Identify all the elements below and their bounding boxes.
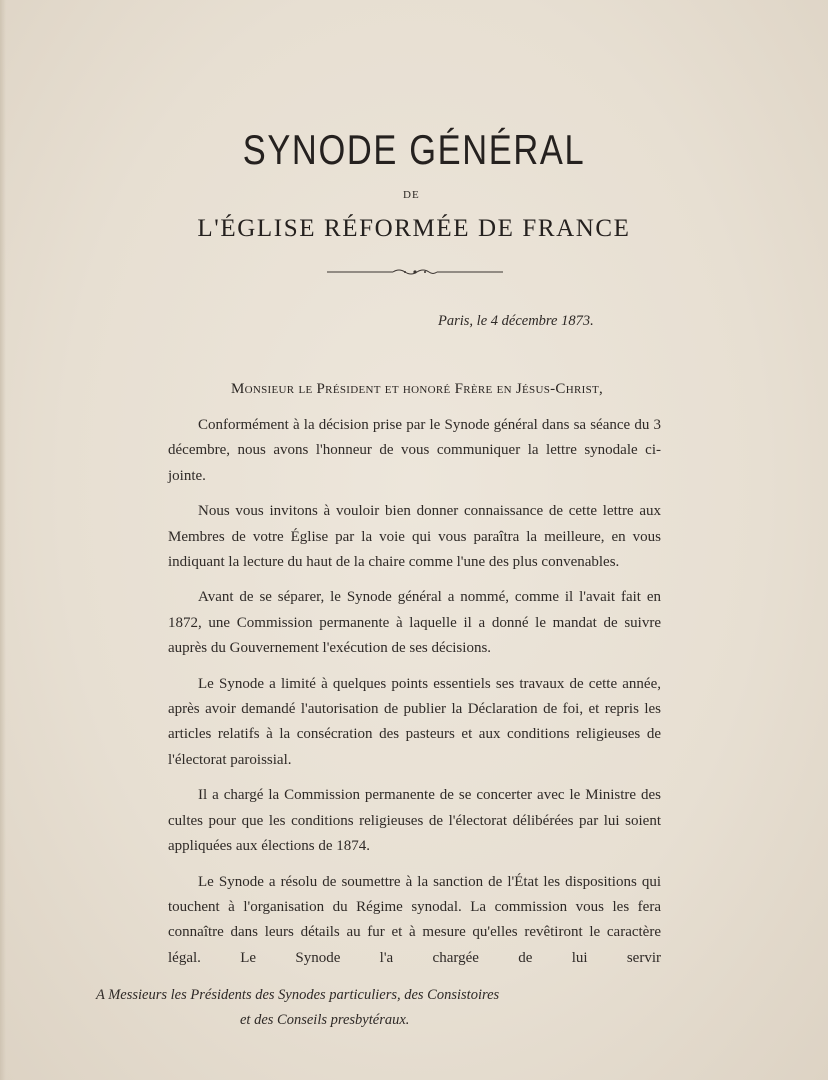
- title-connector: DE: [403, 189, 420, 201]
- ornament-rule-icon: [327, 266, 503, 278]
- document-title: SYNODE GÉNÉRAL: [242, 126, 586, 173]
- salutation: Monsieur le Président et honoré Frère en Jésus-Christ,: [231, 381, 604, 397]
- addressee-line-1: A Messieurs les Présidents des Synodes particuliers, des Consistoires: [96, 987, 500, 1003]
- addressee-line-2: et des Conseils presbytéraux.: [240, 1012, 410, 1028]
- paragraph: Nous vous invitons à vouloir bien donner connaissance de cette lettre aux Membres de votre Église par la voie qui vous paraîtra la meilleure, en vous indiquant la lecture du haut de la chaire comme l'une des plus convenables.: [168, 503, 661, 571]
- letter-body: [168, 413, 661, 981]
- date-line: Paris, le 4 décembre 1873.: [438, 313, 594, 329]
- paragraph: Le Synode a limité à quelques points essentiels ses travaux de cette année, après avoir demandé l'autorisation de publier la Déclaration de foi, et repris les articles relatifs à la consécration des pasteurs et aux conditions religieuses de l'électorat paroissial.: [168, 675, 661, 768]
- page-edge-shadow: [0, 0, 6, 1080]
- paragraph: Le Synode a résolu de soumettre à la sanction de l'État les dispositions qui touchent à l'organisation du Régime synodal. La commission vous les fera connaître dans leurs détails au fur et à mesure qu'elles revêtiront le caractère légal. Le Synode l'a chargée de lui servir: [168, 873, 661, 966]
- paragraph: Avant de se séparer, le Synode général a nommé, comme il l'avait fait en 1872, une Commission permanente à laquelle il a donné le mandat de suivre auprès du Gouvernement l'exécution de ses décisions.: [168, 589, 661, 657]
- addressee-footer: [96, 983, 499, 1033]
- paragraph: Conformément à la décision prise par le Synode général dans sa séance du 3 décembre, nous avons l'honneur de vous communiquer la lettre synodale ci-jointe.: [168, 417, 661, 484]
- paragraph: Il a chargé la Commission permanente de se concerter avec le Ministre des cultes pour que les conditions religieuses de l'électorat délibérées par lui soient appliquées aux élections de 1874.: [168, 787, 661, 855]
- document-subtitle: L'ÉGLISE RÉFORMÉE DE FRANCE: [197, 215, 631, 242]
